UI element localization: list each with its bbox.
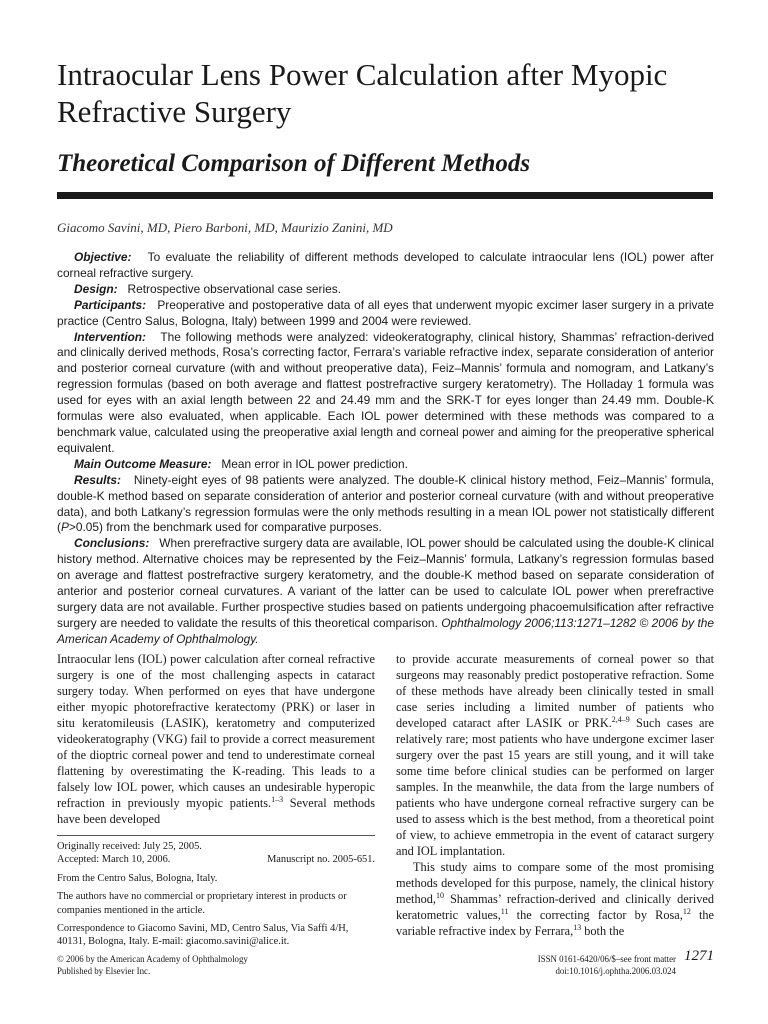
citation-ref: 11 [500,907,509,916]
intervention-label: Intervention: [74,329,147,344]
design-label: Design: [74,281,118,296]
conclusions-text: When prerefractive surgery data are available, IOL power should be calculated using the double-K clinical history method. Alternative choices may be represented by the Feiz–Mannis’ formula, Latkany’s regression formulas based on average and flattest postrefractive surgery keratometry, and the double-K method based on separate consideration of anterior and posterior corneal curvatures. A variant of the latter can be used to calculate IOL power when prerefractive surgery data are not available. Further prospective studies based on patients undergoing phacoemulsification after refractive surgery are needed to validate the results of this theoretical comparison. [57,536,715,630]
body-column-right [396,651,714,939]
copyright-line: © 2006 by the American Academy of Ophthalmology [57,954,248,964]
conflict-of-interest: The authors have no commercial or proprietary interest in products or companies mentioned in the article. [57,891,347,916]
footnote-rule [57,835,375,836]
abstract [57,250,714,648]
accepted-row [57,853,375,866]
intervention-text: The following methods were analyzed: videokeratography, clinical history, Shammas’ refraction-derived and clinically derived methods, Rosa’s correcting factor, Ferrara’s variable refractive index, separate consideration of anterior and posterior corneal curvature (with and without preoperative data), Feiz–Mannis’ formula and nomogram, and Latkany’s regression formulas (based on both average and flattest postrefractive surgery keratometry). The Holladay 1 formula was used for eyes with an axial length between 22 and 24.49 mm and the SRK-T for eyes longer than 24.49 mm. Double-K formulas were also evaluated, when applicable. Each IOL power determined with these methods was compared to a benchmark value, calculated using the preoperative axial length and corneal power and aiming for the preoperative spherical equivalent. [57,329,714,455]
body-text: This study aims to compare some of the most promising methods developed for this purpose, namely, the clinical history method, [396,860,714,906]
abstract-objective [57,250,714,282]
doi-line: doi:10.1016/j.ophtha.2006.03.024 [555,966,676,976]
accepted-date: Accepted: March 10, 2006. [57,854,171,866]
abstract-intervention [57,330,714,457]
conclusions-label: Conclusions: [74,536,150,551]
footer-copyright [57,953,357,977]
article-subtitle: Theoretical Comparison of Different Methods [57,150,531,177]
design-text: Retrospective observational case series. [127,281,342,296]
body-text: Such cases are relatively rare; most patients who have undergone excimer laser surgery over the past 15 years are still young, and it will take some time before clinical studies can be performed on larger samples. In the meanwhile, the data from the large numbers of patients who have undergone corneal refractive surgery can be used to assess which is the best method, from a theoretical point of view, to achieve emmetropia in the event of cataract surgery and IOL implantation. [396,716,714,858]
body-text: Intraocular lens (IOL) power calculation after corneal refractive surgery is one of the most challenging aspects in cataract surgery today. When performed on eyes that have undergone either myopic photorefractive keratectomy (PRK) or laser in situ keratomileusis (LASIK), keratometry and computerized videokeratography (VKG) fail to provide a correct measurement of the dioptric corneal power and tend to underestimate corneal flattening by overestimating the K-reading. This leads to a falsely low IOL power, which causes an undesirable hyperopic refraction in previously myopic patients. [57,652,375,810]
abstract-outcome [57,457,714,473]
citation-ref: 12 [682,907,691,916]
body-text: to provide accurate measurements of corneal power so that surgeons may reasonably predict postoperative refraction. Some of these methods have already been clinically tested in small case series including a limited number of patients who developed cataract after LASIK or PRK. [396,652,714,730]
intro-paragraph-1 [57,651,375,827]
body-text: Several methods have been developed [57,796,375,826]
results-text-b: >0.05) from the benchmark used for comparative purposes. [68,520,382,535]
outcome-label: Main Outcome Measure: [74,456,212,471]
abstract-conclusions [57,536,714,647]
journal-citation: Ophthalmology 2006;113:1271–1282 © 2006 by the American Academy of Ophthalmology. [57,615,714,646]
footer-identifiers [480,953,676,977]
body-text: the correcting factor by Rosa, [508,908,683,922]
manuscript-number: Manuscript no. 2005-651. [267,854,375,866]
intro-paragraph-1-cont [396,651,714,859]
citation-ref: 2,4–9 [611,715,630,724]
affiliation: From the Centro Salus, Bologna, Italy. [57,872,218,884]
footnotes [57,840,375,949]
correspondence: Correspondence to Giacomo Savini, MD, Centro Salus, Via Saffi 4/H, 40131, Bologna, Italy. E-mail: giacomo.savini@alice.it. [57,923,349,948]
issn-line: ISSN 0161-6420/06/$–see front matter [537,954,676,964]
objective-label: Objective: [74,250,132,264]
outcome-text: Mean error in IOL power prediction. [221,456,408,471]
body-text: the variable refractive index by Ferrara, [396,908,714,938]
participants-text: Preoperative and postoperative data of all eyes that underwent myopic excimer laser surgery in a private practice (Centro Salus, Bologna, Italy) between 1999 and 2004 were reviewed. [57,297,714,328]
abstract-design [57,282,714,298]
results-text-a: Ninety-eight eyes of 98 patients were analyzed. The double-K clinical history method, Feiz–Mannis’ formula, double-K method based on separate consideration of anterior and posterior corneal curvature (with and without preoperative data), and both Latkany’s regression formulas were the only methods resulting in a mean IOL power not statistically different ( [57,472,714,535]
page-number: 1271 [684,948,714,964]
citation-ref: 10 [435,891,444,900]
publisher-line: Published by Elsevier Inc. [57,966,151,976]
citation-ref: 1–3 [271,795,284,804]
results-p-symbol: P [60,520,69,535]
abstract-results [57,473,714,537]
body-text: Shammas’ refraction-derived and clinically derived keratometric values, [396,892,714,922]
author-list: Giacomo Savini, MD, Piero Barboni, MD, Maurizio Zanini, MD [57,220,393,235]
results-label: Results: [74,472,121,487]
citation-ref: 13 [573,923,582,932]
body-text: both the [581,924,625,938]
article-title: Intraocular Lens Power Calculation after Myopic Refractive Surgery [57,57,668,129]
participants-label: Participants: [74,297,147,312]
objective-text: To evaluate the reliability of different methods developed to calculate intraocular lens (IOL) power after corneal refractive surgery. [57,250,714,280]
body-column-left [57,651,375,827]
abstract-participants [57,298,714,330]
title-rule [57,192,713,199]
intro-paragraph-2 [396,859,714,939]
received-date: Originally received: July 25, 2005. [57,841,202,852]
